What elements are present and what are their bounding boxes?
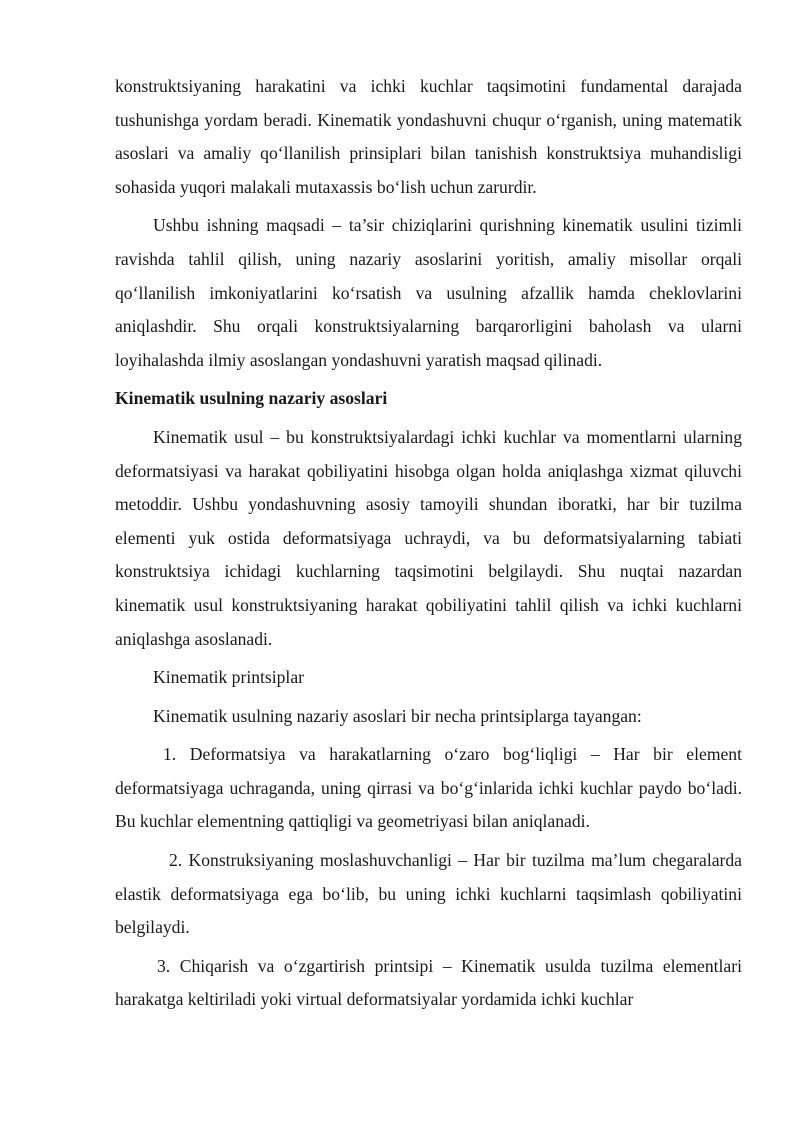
list-item-1: 1. Deformatsiya va harakatlarning o‘zaro bog‘liqligi – Har bir element deformatsiyaga uchraganda, uning qirrasi va bo‘g‘inlarida ichki kuchlar paydo bo‘ladi. Bu kuchlar elementning qattiqligi va geometriyasi bilan aniqlanadi. xyxy=(115,744,742,832)
section-heading: Kinematik usulning nazariy asoslari xyxy=(115,388,388,409)
document-page xyxy=(115,70,742,1022)
paragraph-intro-continuation: konstruktsiyaning harakatini va ichki kuchlar taqsimotini fundamental darajada tushunishga yordam beradi. Kinematik yondashuvni chuqur o‘rganish, uning matematik asoslari va amaliy qo‘llanilish prinsiplari bilan tanishish konstruktsiya muhandisligi sohasida yuqori malakali mutaxassis bo‘lish uchun zarurdir. xyxy=(115,76,742,197)
paragraph-kinematic-method: Kinematik usul – bu konstruktsiyalardagi ichki kuchlar va momentlarni ularning deformatsiyasi va harakat qobiliyatini hisobga olgan holda aniqlashga xizmat qiluvchi metoddir. Ushbu yondashuvning asosiy tamoyili shundan iboratki, har bir tuzilma elementi yuk ostida deformatsiyaga uchraydi, va bu deformatsiyalarning tabiati konstruktsiya ichidagi kuchlarning taqsimotini belgilaydi. Shu nuqtai nazardan kinematik usul konstruktsiyaning harakat qobiliyatini tahlil qilish va ichki kuchlarni aniqlashga asoslanadi. xyxy=(115,426,742,649)
list-item-2: 2. Konstruksiyaning moslashuvchanligi – Har bir tuzilma ma’lum chegaralarda elastik deformatsiyaga ega bo‘lib, bu uning ichki kuchlarni taqsimlash qobiliyatini belgilaydi. xyxy=(115,850,742,938)
paragraph-principles-intro: Kinematik usulning nazariy asoslari bir necha printsiplarga tayangan: xyxy=(153,705,642,726)
subheading-kinematic-principles: Kinematik printsiplar xyxy=(153,667,304,688)
list-item-3: 3. Chiqarish va o‘zgartirish printsipi – Kinematik usulda tuzilma elementlari harakatga keltiriladi yoki virtual deformatsiyalar yordamida ichki kuchlar xyxy=(115,955,742,1010)
paragraph-purpose: Ushbu ishning maqsadi – ta’sir chiziqlarini qurishning kinematik usulini tizimli ravishda tahlil qilish, uning nazariy asoslarini yoritish, amaliy misollar orqali qo‘llanilish imkoniyatlarini ko‘rsatish va usulning afzallik hamda cheklovlarini aniqlashdir. Shu orqali konstruktsiyalarning barqarorligini baholash va ularni loyihalashda ilmiy asoslangan yondashuvni yaratish maqsad qilinadi. xyxy=(115,215,742,370)
